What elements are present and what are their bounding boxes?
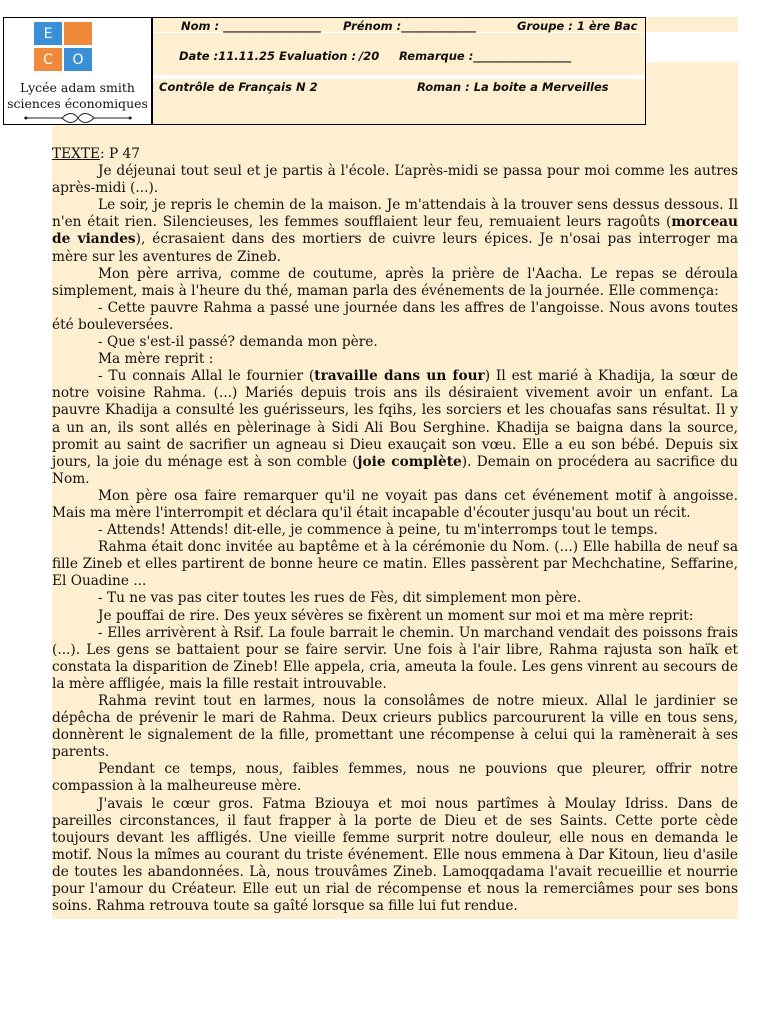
paragraph: - Que s'est-il passé? demanda mon père. (98, 334, 378, 351)
flourish-ornament (22, 112, 134, 124)
note-field: /20 (359, 49, 380, 63)
text-passage (52, 146, 738, 919)
roman-title: Roman : La boite a Merveilles (417, 80, 609, 94)
page-ref: : P 47 (100, 146, 140, 162)
paragraph: Je pouffai de rire. Des yeux sévères se fixèrent un moment sur moi et ma mère reprit: (98, 607, 694, 624)
paragraph: Le soir, je repris le chemin de la maison. Je m'attendais à la trouver sens dessus dessous. Il n'en était rien. Silencieuses, les femmes soufflaient leur feu, remuaient leurs ragoûts (morceau de viandes), écrasaient dans des mortiers de cuivre leurs épices. Je n'osai pas interroger ma mère sur les aventures de Zineb. (52, 197, 738, 265)
paragraph: Je déjeunai tout seul et je partis à l'école. L’après-midi se passa pour moi comme les autres après-midi (...). (52, 163, 738, 197)
school-subtitle: sciences économiques (7, 96, 148, 111)
date-evaluation-field: Date :11.11.25 Evaluation : (179, 49, 357, 63)
gloss-bold: travaille dans un four (314, 368, 485, 385)
prenom-field: Prénom :_____________ (343, 19, 476, 33)
eco-logo-squares (34, 22, 96, 76)
logo-letter-o: O (64, 48, 92, 71)
paragraph: Pendant ce temps, nous, faibles femmes, nous ne pouvions que pleurer, offrir notre compassion à la malheureuse mère. (52, 761, 738, 795)
remarque-field: Remarque :_________________ (399, 49, 572, 63)
nom-field: Nom : _________________ (181, 19, 321, 33)
logo-square-orange (64, 22, 92, 45)
gloss-bold: morceau de viandes (52, 214, 738, 248)
texte-label: TEXTE (52, 146, 100, 162)
paragraph: J'avais le cœur gros. Fatma Bziouya et moi nous partîmes à Moulay Idriss. Dans de pareilles circonstances, il faut frapper à la porte de Dieu et de ses Saints. Cette porte cède toujours devant les affligés. Une vieille femme surprit notre douleur, elle nous en demanda le motif. Nous la mîmes au courant du triste événement. Elle nous emmena à Dar Kitoun, lieu d'asile de toutes les abandonnées. Là, nous trouvâmes Zineb. Lamoqqadama l'avait recueillie et nourrie pour l'amour du Créateur. Elle eut un rial de récompense et nous la remerciâmes pour ses bons soins. Rahma retrouva toute sa gaîté lorsque sa fille lui fut rendue. (52, 795, 738, 915)
paragraph: Rahma revint tout en larmes, nous la consolâmes de notre mieux. Allal le jardinier se dépêcha de prévenir le mari de Rahma. Deux crieurs publics parcoururent la ville en tous sens, donnèrent le signalement de la fille, promettant une récompense à celui qui la ramènerait à ses parents. (52, 693, 738, 761)
gloss-bold: joie complète (357, 453, 462, 470)
paragraph: Mon père osa faire remarquer qu'il ne voyait pas dans cet événement motif à angoisse. Mais ma mère l'interrompit et déclara qu'il était incapable d'écouter jusqu'au bout un récit. (52, 487, 738, 521)
paragraph: - Cette pauvre Rahma a passé une journée dans les affres de l'angoisse. Nous avons toutes été bouleversées. (52, 299, 738, 333)
controle-title: Contrôle de Français N 2 (159, 80, 318, 94)
paragraph: - Tu ne vas pas citer toutes les rues de Fès, dit simplement mon père. (98, 590, 582, 607)
paragraph: Mon père arriva, comme de coutume, après la prière de l'Aacha. Le repas se déroula simplement, mais à l'heure du thé, maman parla des événements de la journée. Elle commença: (52, 265, 738, 299)
paragraph: Ma mère reprit : (98, 351, 214, 368)
paragraph: - Tu connais Allal le fournier (travaille dans un four) Il est marié à Khadija, la sœur de notre voisine Rahma. (...) Mariés depuis trois ans ils désiraient vivement avoir un enfant. La pauvre Khadija a consulté les guérisseurs, les fqihs, les sorciers et les chouafas sans résultat. Il y a un an, ils sont allés en pèlerinage à Sidi Ali Bou Serghine. Khadija se baigna dans la source, promit au saint de sacrifier un agneau si Dieu exauçait son vœu. Elle a eu son bébé. Depuis six jours, la joie du ménage est à son comble (joie complète). Demain on procédera au sacrifice du Nom. (52, 368, 738, 487)
paragraph: - Elles arrivèrent à Rsif. La foule barrait le chemin. Un marchand vendait des poissons frais (...). Les gens se battaient pour se faire servir. Une fois à l'air libre, Rahma rajusta son haïk et constata la disparition de Zineb! Elle appela, cria, ameuta la foule. Les gens vinrent au secours de la mère affligée, mais la fille restait introuvable. (52, 624, 738, 692)
text-heading (52, 146, 738, 163)
paragraph: Rahma était donc invitée au baptême et à la cérémonie du Nom. (...) Elle habilla de neuf sa fille Zineb et elles partirent de bonne heure ce matin. Elles passèrent par Mechchatine, Seffarine, El Ouadine ... (52, 539, 738, 590)
school-name: Lycée adam smith (20, 80, 135, 95)
school-logo (3, 17, 152, 125)
header-band-top (646, 17, 738, 32)
header-band-bottom (646, 62, 738, 125)
paragraph: - Attends! Attends! dit-elle, je commence à peine, tu m'interromps tout le temps. (98, 522, 658, 539)
exam-header (152, 17, 646, 125)
groupe-field: Groupe : 1 ère Bac (517, 19, 638, 33)
logo-letter-e: E (34, 22, 62, 45)
logo-letter-c: C (34, 48, 62, 71)
text-band-top (52, 125, 738, 146)
